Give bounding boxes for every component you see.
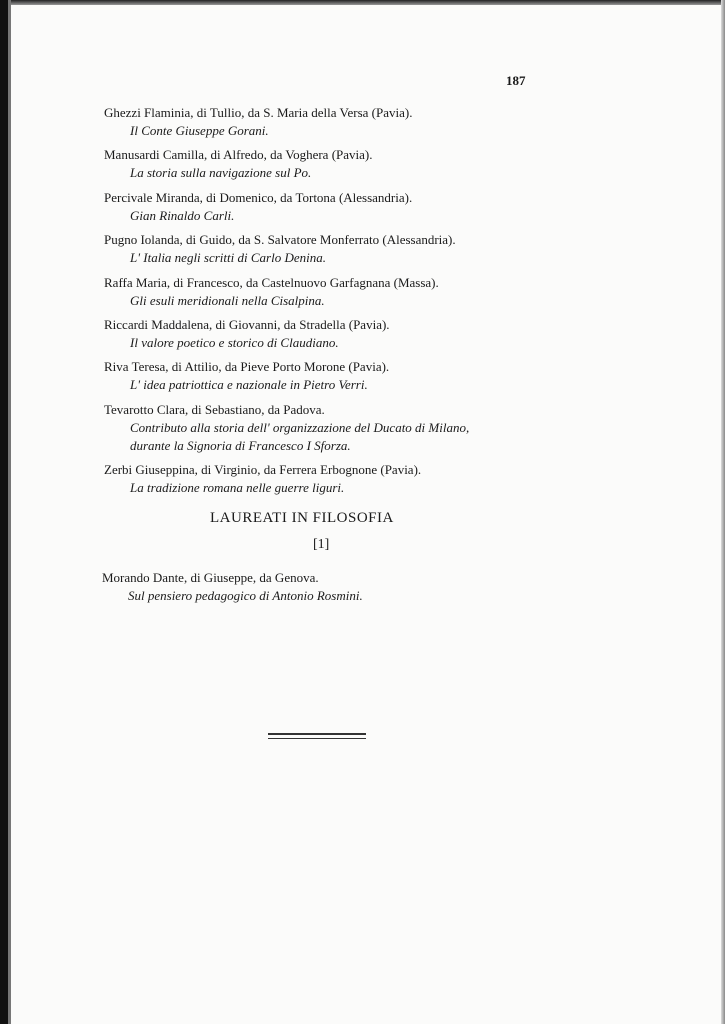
thesis-title: La storia sulla navigazione sul Po.	[130, 165, 312, 181]
list-item	[104, 231, 544, 273]
thesis-title: Il valore poetico e storico di Claudiano.	[130, 334, 339, 350]
closing-rule	[268, 733, 366, 735]
graduate-name: Morando Dante, di Giuseppe, da Genova.	[102, 570, 319, 585]
thesis-title: L' Italia negli scritti di Carlo Denina.	[130, 250, 326, 266]
graduates-list	[104, 104, 544, 503]
thesis-title: Gli esuli meridionali nella Cisalpina.	[130, 292, 325, 308]
graduate-name: Tevarotto Clara, di Sebastiano, da Padova.	[104, 401, 325, 417]
list-item	[104, 358, 544, 400]
thesis-title: Contributo alla storia dell' organizzazione del Ducato di Milano,	[130, 419, 470, 435]
page-binding-edge	[0, 0, 8, 1024]
section-heading: LAUREATI IN FILOSOFIA	[210, 510, 394, 526]
graduate-name: Ghezzi Flaminia, di Tullio, da S. Maria della Versa (Pavia).	[104, 105, 413, 120]
list-item	[102, 569, 542, 611]
graduate-name: Zerbi Giuseppina, di Virginio, da Ferrera Erbognone (Pavia).	[104, 461, 422, 477]
philosophy-graduates-list	[102, 569, 542, 611]
page-number: 187	[506, 73, 526, 88]
thesis-title: Sul pensiero pedagogico di Antonio Rosmini.	[128, 588, 363, 603]
list-item	[104, 274, 544, 316]
graduate-name: Raffa Maria, di Francesco, da Castelnuovo Garfagnana (Massa).	[104, 274, 439, 290]
graduate-name: Pugno Iolanda, di Guido, da S. Salvatore Monferrato (Alessandria).	[104, 232, 456, 248]
section-count: [1]	[313, 537, 330, 552]
page-top-edge	[0, 0, 725, 5]
list-item	[104, 401, 544, 461]
thesis-title: Il Conte Giuseppe Gorani.	[130, 123, 269, 138]
closing-rule-thin	[268, 738, 366, 739]
graduate-name: Riccardi Maddalena, di Giovanni, da Stradella (Pavia).	[104, 316, 390, 332]
list-item	[104, 104, 544, 146]
thesis-title: La tradizione romana nelle guerre liguri.	[130, 479, 345, 495]
graduate-name: Manusardi Camilla, di Alfredo, da Voghera (Pavia).	[104, 147, 373, 163]
list-item	[104, 146, 544, 188]
page-right-edge	[721, 0, 725, 1024]
thesis-title-continued: durante la Signoria di Francesco I Sforza.	[130, 437, 351, 453]
graduate-name: Riva Teresa, di Attilio, da Pieve Porto Morone (Pavia).	[104, 359, 390, 375]
page-binding-shadow	[8, 0, 11, 1024]
thesis-title: L' idea patriottica e nazionale in Pietro Verri.	[130, 377, 368, 393]
list-item	[104, 316, 544, 358]
list-item	[104, 189, 544, 231]
thesis-title: Gian Rinaldo Carli.	[130, 207, 235, 223]
list-item	[104, 461, 544, 503]
graduate-name: Percivale Miranda, di Domenico, da Tortona (Alessandria).	[104, 189, 413, 205]
